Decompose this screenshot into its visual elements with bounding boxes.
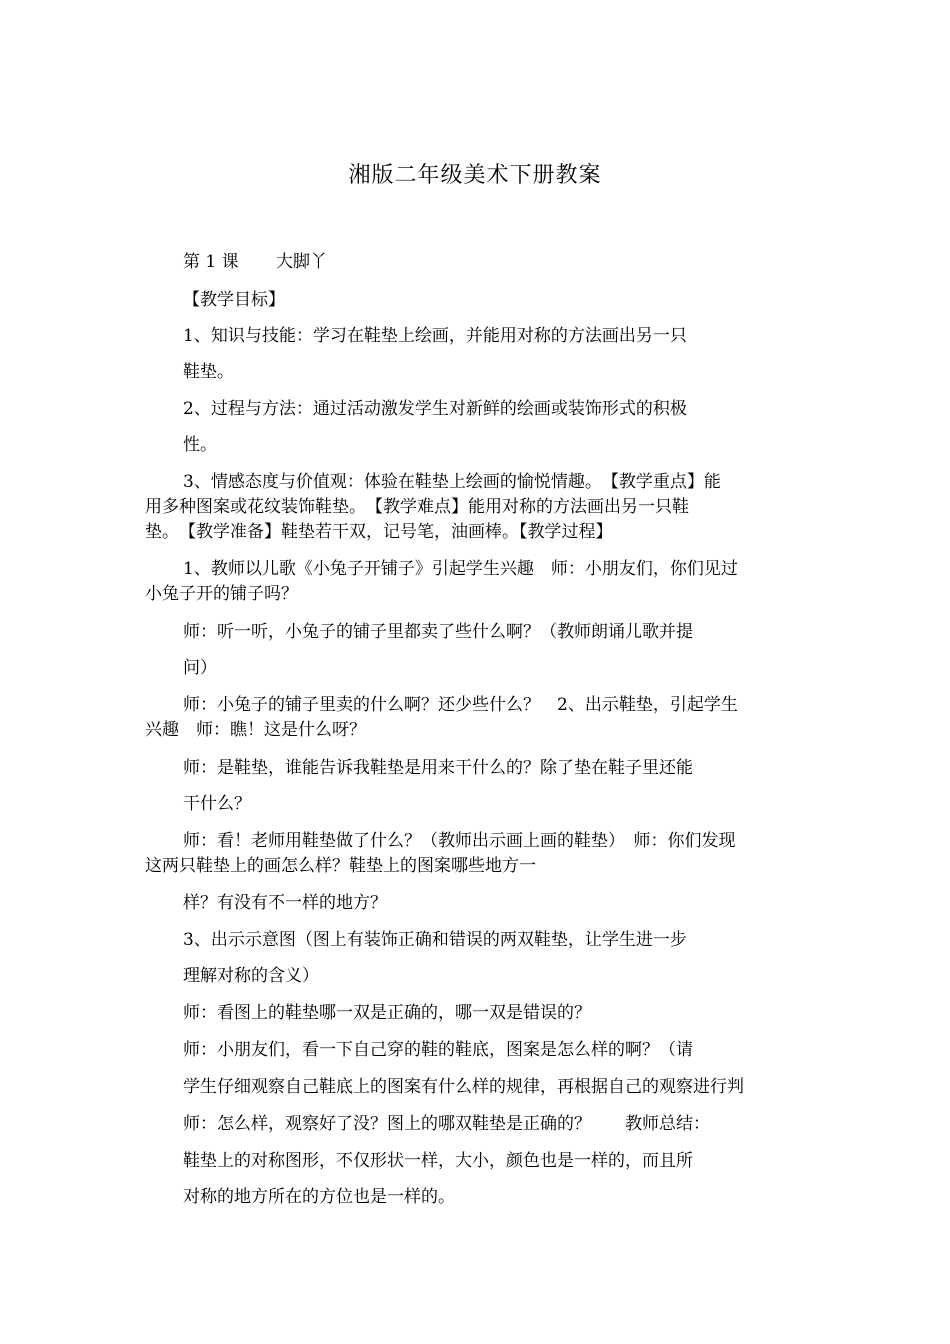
lesson-number: 第 1 课 [183,252,239,272]
paragraph-line: 用多种图案或花纹装饰鞋垫。 【教学难点】能用对称的方法画出另一只鞋 [145,497,689,517]
paragraph-line: 2、过程与方法：通过活动激发学生对新鲜的绘画或装饰形式的积极 [183,399,687,419]
paragraph-line: 小兔子开的铺子吗？ [145,584,298,604]
paragraph-line: 师：看！老师用鞋垫做了什么？（教师出示画上画的鞋垫） 师：你们发现 [183,831,736,851]
paragraph-line: 师：看图上的鞋垫哪一双是正确的，哪一双是错误的？ [183,1003,591,1023]
paragraph-line: 师：怎么样，观察好了没？图上的哪双鞋垫是正确的？ 教师总结： [183,1114,710,1134]
paragraph-line: 鞋垫上的对称图形，不仅形状一样，大小，颜色也是一样的，而且所 [183,1151,693,1171]
paragraph-line: 鞋垫。 [183,362,234,382]
paragraph-line: 垫。 【教学准备】鞋垫若干双，记号笔，油画棒。【教学过程】 [145,522,613,542]
paragraph-line: 师：是鞋垫，谁能告诉我鞋垫是用来干什么的？除了垫在鞋子里还能 [183,758,693,778]
paragraph-line: 对称的地方所在的方位也是一样的。 [183,1187,455,1207]
paragraph-line: 3、出示示意图（图上有装饰正确和错误的两双鞋垫，让学生进一步 [183,930,687,950]
paragraph-line: 学生仔细观察自己鞋底上的图案有什么样的规律，再根据自己的观察进行判 [183,1077,744,1097]
paragraph-line: 1、知识与技能：学习在鞋垫上绘画，并能用对称的方法画出另一只 [183,326,687,346]
paragraph-line: 干什么？ [183,794,251,814]
paragraph-line: 理解对称的含义） [183,966,319,986]
paragraph-line: 样？有没有不一样的地方？ [183,893,387,913]
paragraph-line: 问） [183,658,217,678]
lesson-name: 大脚丫 [276,252,327,272]
paragraph-line: 这两只鞋垫上的画怎么样？鞋垫上的图案哪些地方一 [145,856,536,876]
paragraph-line: 兴趣 师：瞧！这是什么呀？ [145,720,366,740]
document-title: 湘版二年级美术下册教案 [348,163,602,188]
paragraph-line: 师：小兔子的铺子里卖的什么啊？还少些什么？ 2、出示鞋垫，引起学生 [183,695,738,715]
paragraph-line: 师：听一听，小兔子的铺子里都卖了些什么啊？（教师朗诵儿歌并提 [183,622,693,642]
paragraph-line: 性。 [183,435,217,455]
paragraph-line: 3、情感态度与价值观：体验在鞋垫上绘画的愉悦情趣。 【教学重点】能 [183,472,721,492]
paragraph-line: 1、教师以儿歌《小兔子开铺子》引起学生兴趣 师：小朋友们，你们见过 [183,559,738,579]
paragraph-line: 师：小朋友们，看一下自己穿的鞋的鞋底，图案是怎么样的啊？（请 [183,1040,693,1060]
section-heading-objectives: 【教学目标】 [183,290,285,310]
